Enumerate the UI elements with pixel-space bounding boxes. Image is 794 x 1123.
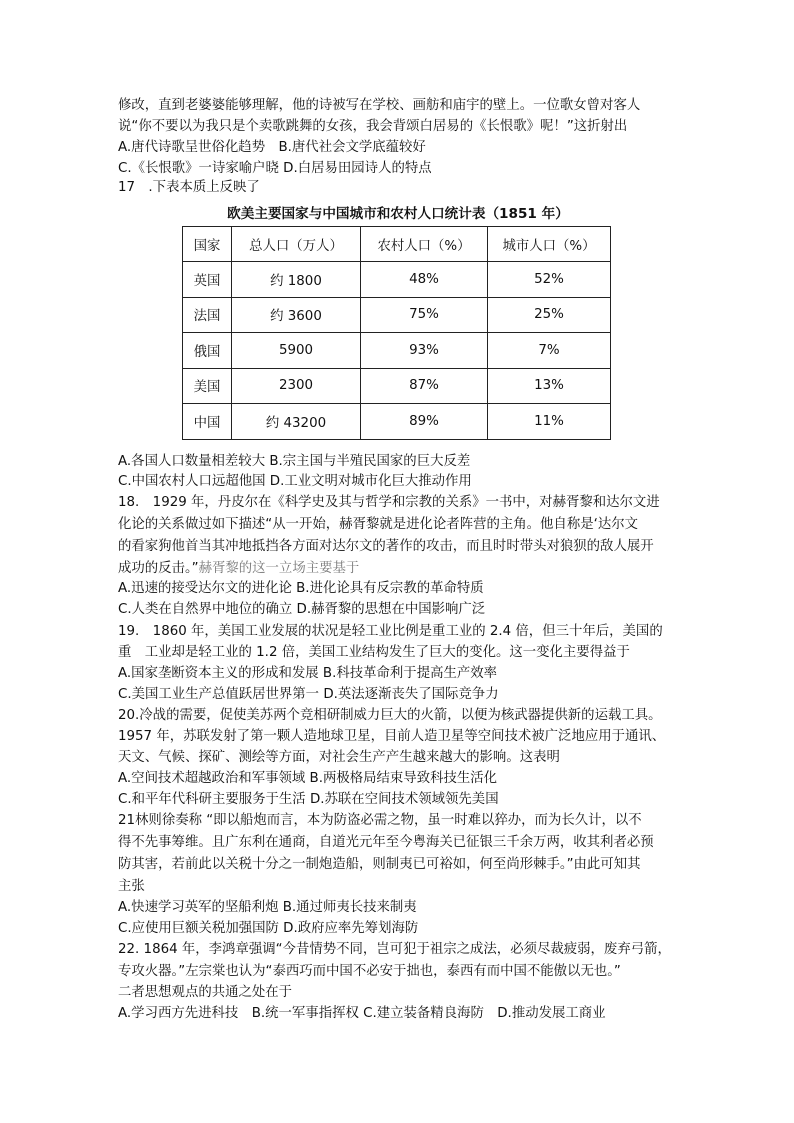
option-line: C.《长恨歌》一诗家喻户晓 D.白居易田园诗人的特点 bbox=[118, 161, 432, 176]
option-line: A.空间技术超越政治和军事领域 B.两极格局结束导致科技生活化 bbox=[118, 771, 498, 786]
table-cell: 52% bbox=[488, 262, 611, 298]
option-line: C.应使用巨额关税加强国防 D.政府应率先筹划海防 bbox=[118, 921, 419, 936]
text-line: 1957 年，苏联发射了第一颗人造地球卫星，目前人造卫星等空间技术被广泛地应用于通讯、 bbox=[118, 729, 666, 744]
question-20: 20.冷战的需要，促使美苏两个竞相研制威力巨大的火箭，以便为核武器提供新的运载工具。 bbox=[118, 708, 662, 723]
text-line: 化论的关系做过如下描述“从一开始，赫胥黎就是进化论者阵营的主角。他自称是‘达尔文 bbox=[118, 517, 639, 532]
population-table bbox=[182, 226, 611, 440]
column-header: 农村人口（%） bbox=[361, 227, 488, 262]
column-header: 国家 bbox=[183, 227, 232, 262]
question-18: 18. 1929 年，丹皮尔在《科学史及其与哲学和宗教的关系》一书中，对赫胥黎和达尔文进 bbox=[118, 495, 660, 510]
question-17: 17 .下表本质上反映了 bbox=[118, 180, 260, 195]
option-line: A.国家垄断资本主义的形成和发展 B.科技革命利于提高生产效率 bbox=[118, 666, 498, 681]
table-row bbox=[183, 297, 611, 333]
table-cell: 俄国 bbox=[183, 333, 232, 369]
text-line: 主张 bbox=[118, 879, 145, 894]
text-span-gray: 赫胥黎的这一立场主要基于 bbox=[198, 561, 360, 576]
table-cell: 2300 bbox=[232, 368, 361, 404]
text-line bbox=[118, 559, 359, 579]
table-cell: 约 43200 bbox=[232, 404, 361, 440]
question-22: 22. 1864 年，李鸿章强调“今昔情势不同，岂可犯于祖宗之成法，必须尽裁疲弱，废弃弓箭， bbox=[118, 942, 671, 957]
table-cell: 75% bbox=[361, 297, 488, 333]
option-line: A.各国人口数量相差较大 B.宗主国与半殖民国家的巨大反差 bbox=[118, 454, 471, 469]
table-header-row bbox=[183, 227, 611, 262]
text-line: 说“你不要以为我只是个卖歌跳舞的女孩，我会背颂白居易的《长恨歌》呢！”这折射出 bbox=[118, 119, 628, 134]
table-cell: 法国 bbox=[183, 297, 232, 333]
text-line: 防其害，若前此以关税十分之一制炮造船，则制夷已可裕如，何至尚形棘手。”由此可知其 bbox=[118, 857, 641, 872]
table-cell: 7% bbox=[488, 333, 611, 369]
table-cell: 25% bbox=[488, 297, 611, 333]
table-cell: 11% bbox=[488, 404, 611, 440]
table-cell: 89% bbox=[361, 404, 488, 440]
table-cell: 5900 bbox=[232, 333, 361, 369]
table-cell: 13% bbox=[488, 368, 611, 404]
option-line: A.学习西方先进科技 B.统一军事指挥权 C.建立装备精良海防 D.推动发展工商业 bbox=[118, 1006, 606, 1021]
question-21: 21林则徐奏称 “即以船炮而言，本为防盗必需之物，虽一时难以猝办，而为长久计，以不 bbox=[118, 813, 642, 828]
table-row bbox=[183, 404, 611, 440]
option-line: C.中国农村人口远超他国 D.工业文明对城市化巨大推动作用 bbox=[118, 474, 472, 489]
option-line: A.迅速的接受达尔文的进化论 B.进化论具有反宗教的革命特质 bbox=[118, 581, 484, 596]
text-span: 成功的反击。” bbox=[118, 561, 199, 576]
table-row bbox=[183, 368, 611, 404]
option-line: C.美国工业生产总值跃居世界第一 D.英法逐渐丧失了国际竞争力 bbox=[118, 687, 499, 702]
table-cell: 约 1800 bbox=[232, 262, 361, 298]
table-cell: 87% bbox=[361, 368, 488, 404]
table-cell: 英国 bbox=[183, 262, 232, 298]
text-line: 重 工业却是轻工业的 1.2 倍，美国工业结构发生了巨大的变化。这一变化主要得益于 bbox=[118, 645, 630, 660]
option-line: A.唐代诗歌呈世俗化趋势 B.唐代社会文学底蕴较好 bbox=[118, 140, 426, 155]
column-header: 总人口（万人） bbox=[232, 227, 361, 262]
text-line: 的看家狗他首当其冲地抵挡各方面对达尔文的著作的攻击，而且时时带头对狼狈的敌人展开 bbox=[118, 539, 654, 554]
table-cell: 93% bbox=[361, 333, 488, 369]
option-line: C.和平年代科研主要服务于生活 D.苏联在空间技术领域领先美国 bbox=[118, 792, 499, 807]
table-row bbox=[183, 262, 611, 298]
table-cell: 约 3600 bbox=[232, 297, 361, 333]
table-row bbox=[183, 333, 611, 369]
table-cell: 美国 bbox=[183, 368, 232, 404]
table-caption: 欧美主要国家与中国城市和农村人口统计表（1851 年） bbox=[227, 206, 569, 222]
text-line: 专攻火器。”左宗棠也认为“泰西巧而中国不必安于拙也，泰西有而中国不能傲以无也。” bbox=[118, 964, 621, 979]
question-19: 19. 1860 年，美国工业发展的状况是轻工业比例是重工业的 2.4 倍，但三十年后，美国的 bbox=[118, 624, 663, 639]
text-line: 天文、气候、探矿、测绘等方面，对社会生产产生越来越大的影响。这表明 bbox=[118, 750, 560, 765]
table-cell: 中国 bbox=[183, 404, 232, 440]
text-line: 二者思想观点的共通之处在于 bbox=[118, 985, 293, 1000]
option-line: C.人类在自然界中地位的确立 D.赫胥黎的思想在中国影响广泛 bbox=[118, 602, 486, 617]
text-line: 得不先事筹维。且广东利在通商，自道光元年至今粤海关已征银三千余万两，收其利者必预 bbox=[118, 835, 654, 850]
option-line: A.快速学习英军的坚船利炮 B.通过师夷长技来制夷 bbox=[118, 900, 417, 915]
column-header: 城市人口（%） bbox=[488, 227, 611, 262]
table-cell: 48% bbox=[361, 262, 488, 298]
text-line: 修改，直到老婆婆能够理解，他的诗被写在学校、画舫和庙宇的壁上。一位歌女曾对客人 bbox=[118, 98, 641, 113]
